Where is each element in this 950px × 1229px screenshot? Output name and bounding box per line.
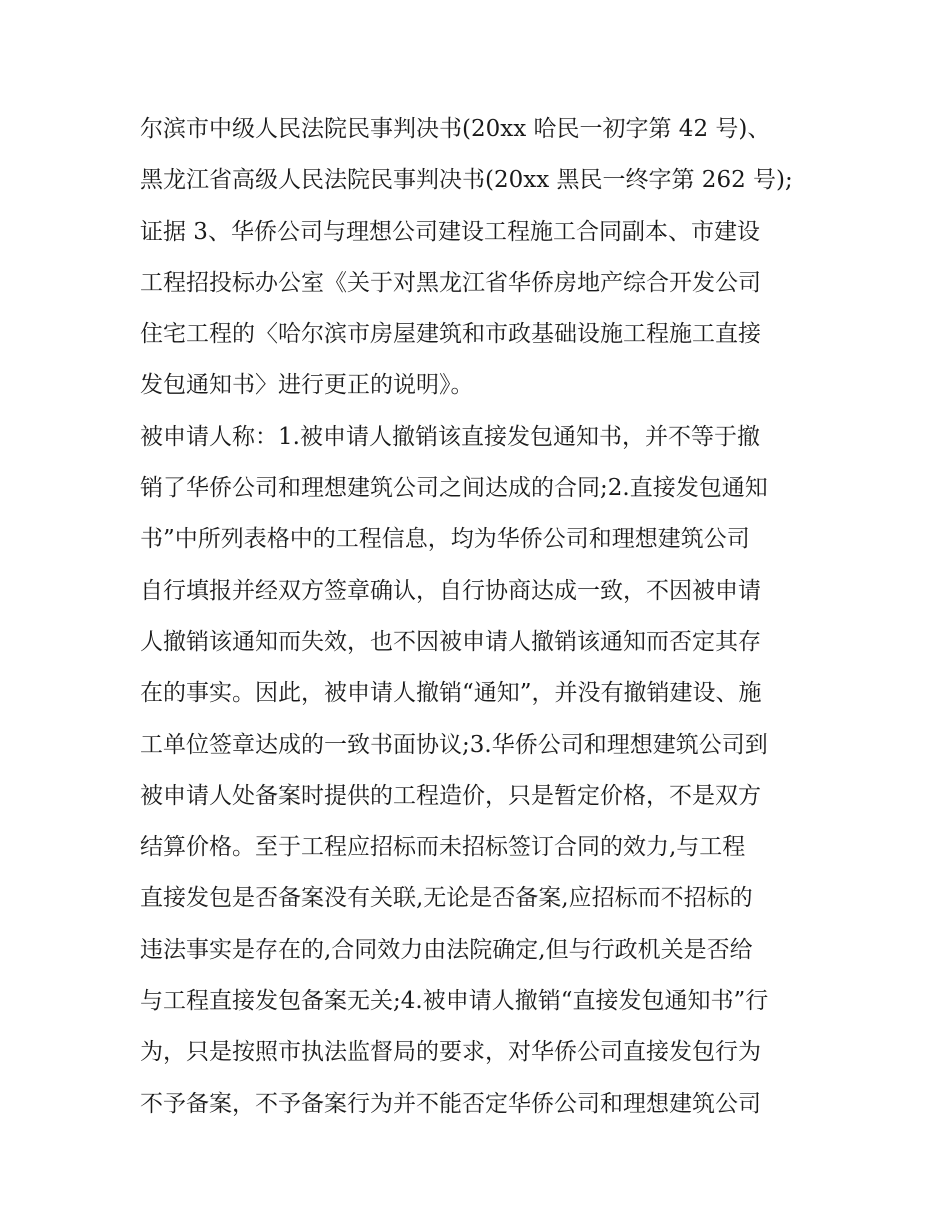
text-line: 被申请人称：1.被申请人撤销该直接发包通知书，并不等于撤 (140, 423, 760, 450)
text-line: 尔滨市中级人民法院民事判决书(20xx 哈民一初字第 42 号)、 (140, 116, 771, 142)
text-line: 人撤销该通知而失效，也不因被申请人撤销该通知而否定其存 (140, 628, 761, 655)
text-line: 黑龙江省高级人民法院民事判决书(20xx 黑民一终字第 262 号); (140, 167, 793, 194)
text-line: 不予备案，不予备案行为并不能否定华侨公司和理想建筑公司 (140, 1090, 761, 1117)
text-line: 在的事实。因此，被申请人撤销“通知”，并没有撤销建设、施 (140, 680, 762, 707)
text-line: 被申请人处备案时提供的工程造价，只是暂定价格，不是双方 (140, 782, 761, 809)
text-line: 销了华侨公司和理想建筑公司之间达成的合同;2.直接发包通知 (140, 475, 768, 502)
text-line: 结算价格。至于工程应招标而未招标签订合同的效力,与工程 (140, 834, 746, 861)
text-line: 住宅工程的〈哈尔滨市房屋建筑和市政基础设施工程施工直接 (140, 321, 761, 348)
text-line: 直接发包是否备案没有关联,无论是否备案,应招标而不招标的 (140, 885, 753, 912)
text-line: 发包通知书〉进行更正的说明》。 (140, 372, 474, 399)
text-line: 工程招投标办公室《关于对黑龙江省华侨房地产综合开发公司 (140, 269, 761, 296)
text-line: 违法事实是存在的,合同效力由法院确定,但与行政机关是否给 (140, 936, 753, 963)
text-line: 证据 3、华侨公司与理想公司建设工程施工合同副本、市建设 (140, 218, 760, 245)
text-line: 与工程直接发包备案无关;4.被申请人撤销“直接发包通知书”行 (140, 988, 769, 1015)
text-line: 为，只是按照市执法监督局的要求，对华侨公司直接发包行为 (140, 1039, 761, 1066)
text-line: 自行填报并经双方签章确认，自行协商达成一致，不因被申请 (140, 577, 761, 604)
body-text (140, 104, 820, 1130)
text-line: 书”中所列表格中的工程信息，均为华侨公司和理想建筑公司 (140, 526, 750, 553)
text-line: 工单位签章达成的一致书面协议;3.华侨公司和理想建筑公司到 (140, 731, 768, 758)
